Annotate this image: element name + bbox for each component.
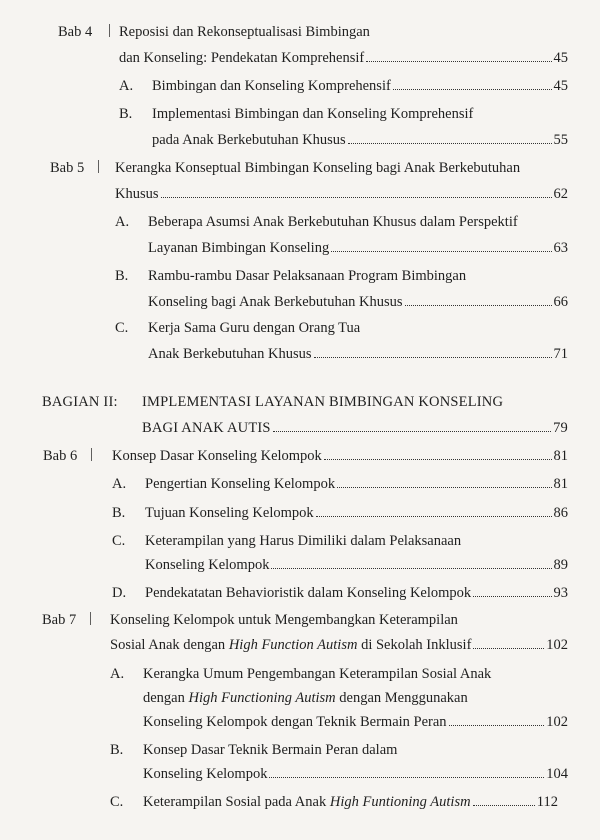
toc-entry-bab6[interactable]	[112, 448, 568, 465]
dot-leader	[324, 459, 552, 460]
part-title-bagian2: IMPLEMENTASI LAYANAN BIMBINGAN KONSELING	[142, 394, 504, 410]
dot-leader	[473, 596, 551, 597]
page-number: 71	[553, 346, 568, 362]
page-number: 45	[553, 78, 568, 94]
toc-entry-bab5[interactable]	[115, 186, 568, 203]
item-letter: B.	[112, 505, 126, 521]
toc-entry-bab6-c[interactable]	[145, 557, 568, 574]
toc-entry-bab7-b[interactable]	[143, 766, 568, 783]
toc-entry-bab4-b[interactable]	[152, 132, 568, 149]
item-letter: B.	[115, 268, 129, 284]
dot-leader	[405, 305, 552, 306]
item-letter: A.	[115, 214, 130, 230]
chapter-label-bab6: Bab 6	[43, 448, 78, 464]
dot-leader	[314, 357, 552, 358]
toc-entry-text: Kerja Sama Guru dengan Orang Tua	[148, 320, 361, 336]
toc-entry-text: Kerangka Umum Pengembangan Keterampilan Sosial Anak	[143, 666, 492, 682]
toc-entry-bab7-c[interactable]	[143, 794, 558, 811]
toc-entry-text: pada Anak Berkebutuhan Khusus	[152, 132, 346, 148]
item-letter: B.	[119, 106, 133, 122]
toc-entry-text: Khusus	[115, 186, 159, 202]
toc-entry-bab7-a[interactable]	[143, 714, 568, 731]
toc-entry-bab4[interactable]	[119, 50, 568, 67]
chapter-title-bab7: Konseling Kelompok untuk Mengembangkan Keterampilan	[110, 612, 458, 628]
item-letter: C.	[112, 533, 126, 549]
dot-leader	[449, 725, 545, 726]
page-number: 102	[546, 714, 568, 730]
page-number: 104	[546, 766, 568, 782]
page-number: 89	[553, 557, 568, 573]
page-number: 112	[536, 794, 558, 810]
dot-leader	[348, 143, 552, 144]
toc-entry-text: Beberapa Asumsi Anak Berkebutuhan Khusus dalam Perspektif	[148, 214, 518, 230]
dot-leader	[161, 197, 552, 198]
page-number: 62	[553, 186, 568, 202]
chapter-title-bab5: Kerangka Konseptual Bimbingan Konseling bagi Anak Berkebutuhan	[115, 160, 521, 176]
toc-entry-bab7[interactable]	[110, 637, 568, 654]
toc-entry-text: Anak Berkebutuhan Khusus	[148, 346, 312, 362]
item-letter: C.	[115, 320, 129, 336]
toc-entry-text: Konseling bagi Anak Berkebutuhan Khusus	[148, 294, 403, 310]
toc-entry-text: Sosial Anak dengan High Function Autism di Sekolah Inklusif	[110, 637, 472, 653]
toc-entry-text: Keterampilan yang Harus Dimiliki dalam Pelaksanaan	[145, 533, 462, 549]
page-number: 81	[553, 448, 568, 464]
chapter-label-bab5: Bab 5	[50, 160, 85, 176]
page-number: 63	[553, 240, 568, 256]
toc-entry-text: BAGI ANAK AUTIS	[142, 420, 271, 436]
dot-leader	[337, 487, 551, 488]
toc-entry-text: Layanan Bimbingan Konseling	[148, 240, 330, 256]
chapter-label-bab7: Bab 7	[42, 612, 77, 628]
toc-entry-text: Rambu-rambu Dasar Pelaksanaan Program Bimbingan	[148, 268, 467, 284]
toc-entry-text: Implementasi Bimbingan dan Konseling Komprehensif	[152, 106, 474, 122]
toc-entry-text: Konsep Dasar Konseling Kelompok	[112, 448, 322, 464]
item-letter: B.	[110, 742, 124, 758]
toc-entry-bab6-b[interactable]	[145, 505, 568, 522]
part-label-bagian2: BAGIAN II:	[42, 394, 118, 410]
item-letter: D.	[112, 585, 127, 601]
dot-leader	[366, 61, 551, 62]
toc-entry-bab5-c[interactable]	[148, 346, 568, 363]
toc-entry-text: Konsep Dasar Teknik Bermain Peran dalam	[143, 742, 398, 758]
toc-entry-text: Konseling Kelompok dengan Teknik Bermain Peran	[143, 714, 447, 730]
page-number: 66	[553, 294, 568, 310]
dot-leader	[316, 516, 552, 517]
dot-leader	[393, 89, 552, 90]
page-number: 86	[553, 505, 568, 521]
chapter-label-bab4: Bab 4	[58, 24, 93, 40]
page-number: 102	[546, 637, 568, 653]
chapter-separator: |	[108, 22, 111, 38]
item-letter: A.	[119, 78, 134, 94]
dot-leader	[473, 648, 544, 649]
chapter-separator: |	[89, 610, 92, 626]
chapter-separator: |	[97, 158, 100, 174]
toc-entry-bab6-a[interactable]	[145, 476, 568, 493]
item-letter: A.	[112, 476, 127, 492]
toc-entry-text: dengan High Functioning Autism dengan Menggunakan	[143, 690, 468, 706]
toc-entry-bab5-b[interactable]	[148, 294, 568, 311]
toc-entry-bagian2[interactable]	[142, 420, 568, 437]
chapter-title-bab4: Reposisi dan Rekonseptualisasi Bimbingan	[119, 24, 370, 40]
page-number: 93	[553, 585, 568, 601]
toc-entry-text: Pengertian Konseling Kelompok	[145, 476, 336, 492]
toc-entry-text: Keterampilan Sosial pada Anak High Funtioning Autism	[143, 794, 471, 810]
toc-entry-text: dan Konseling: Pendekatan Komprehensif	[119, 50, 365, 66]
toc-entry-text: Konseling Kelompok	[145, 557, 270, 573]
item-letter: A.	[110, 666, 125, 682]
dot-leader	[473, 805, 535, 806]
page-number: 45	[553, 50, 568, 66]
toc-entry-text: Bimbingan dan Konseling Komprehensif	[152, 78, 391, 94]
toc-entry-bab6-d[interactable]	[145, 585, 568, 602]
toc-entry-text: Pendekatatan Behavioristik dalam Konseling Kelompok	[145, 585, 472, 601]
chapter-separator: |	[90, 446, 93, 462]
dot-leader	[273, 431, 551, 432]
toc-entry-bab5-a[interactable]	[148, 240, 568, 257]
dot-leader	[271, 568, 551, 569]
dot-leader	[331, 251, 551, 252]
page-number: 81	[553, 476, 568, 492]
toc-entry-text: Tujuan Konseling Kelompok	[145, 505, 314, 521]
item-letter: C.	[110, 794, 124, 810]
page-number: 79	[553, 420, 568, 436]
toc-entry-text: Konseling Kelompok	[143, 766, 268, 782]
page-number: 55	[553, 132, 568, 148]
toc-entry-bab4-a[interactable]	[152, 78, 568, 95]
dot-leader	[269, 777, 544, 778]
